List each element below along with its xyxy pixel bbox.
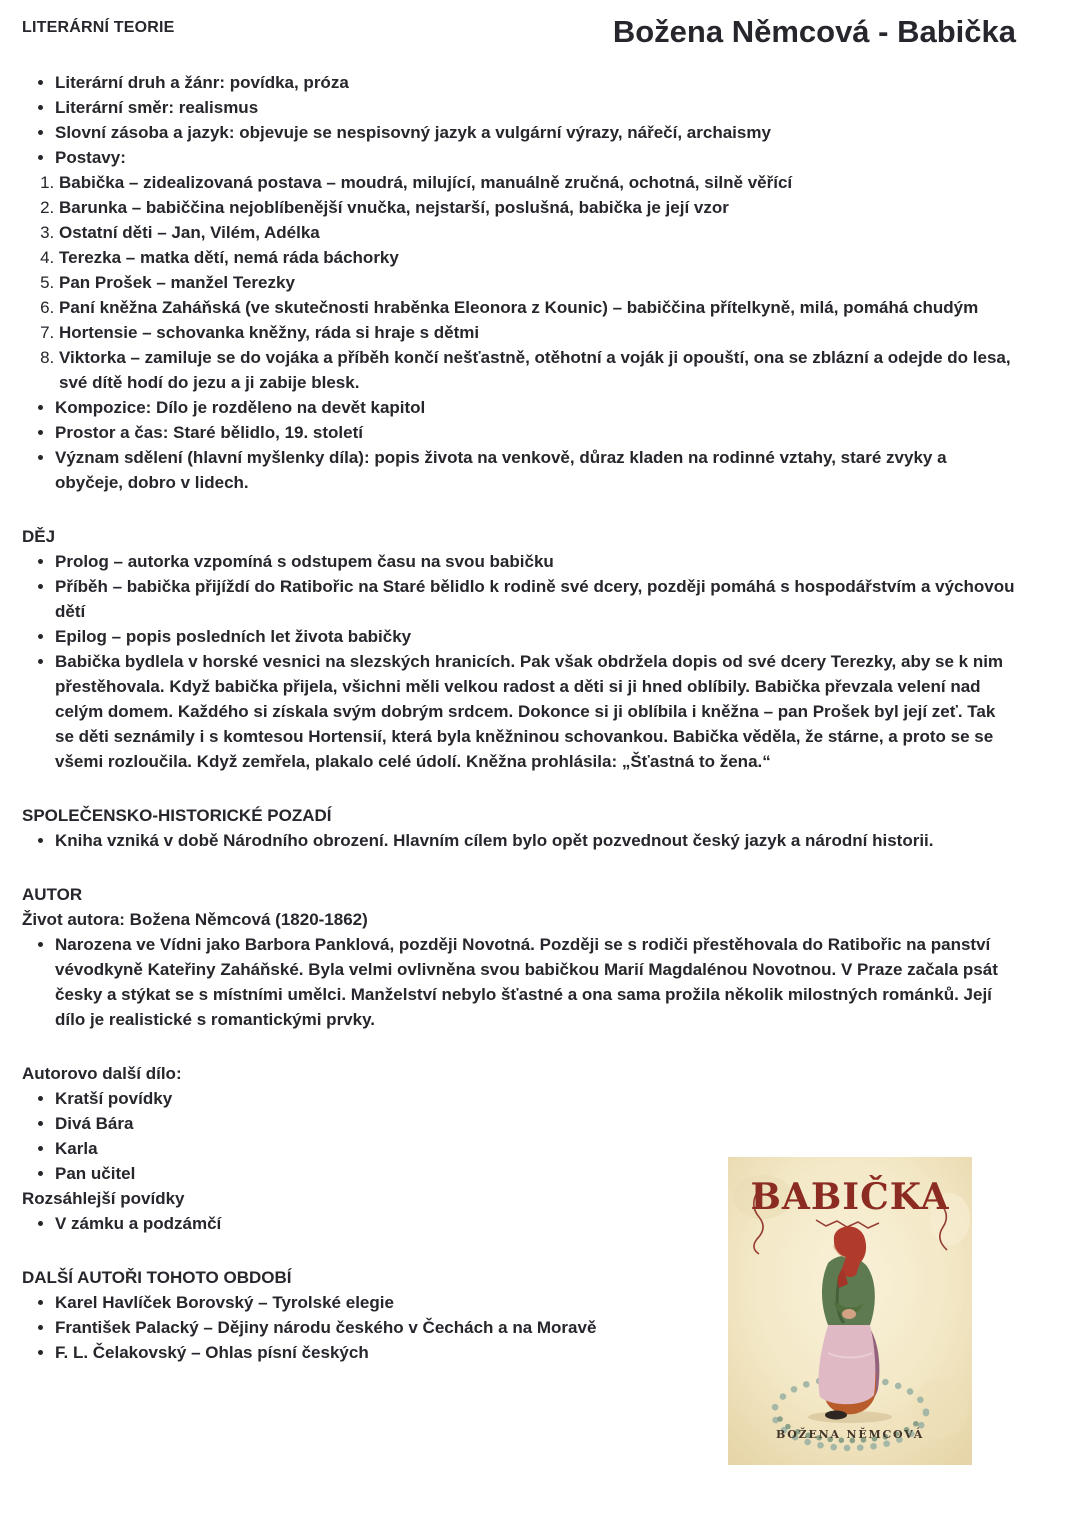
section-heading-pozadi: SPOLEČENSKO-HISTORICKÉ POZADÍ	[22, 805, 332, 825]
list-item: • V zámku a podzámčí	[55, 1211, 1016, 1236]
list-item: • Prolog – autorka vzpomíná s odstupem času na svou babičku	[55, 549, 1016, 574]
composition-bullet-list	[22, 395, 1016, 495]
list-item: • Kompozice: Dílo je rozděleno na devět kapitol	[55, 395, 1016, 420]
list-item: • Kratší povídky	[55, 1086, 1016, 1111]
list-item: • Slovní zásoba a jazyk: objevuje se nespisovný jazyk a vulgární výrazy, nářečí, archaismy	[55, 120, 1016, 145]
character-item: 5. Pan Prošek – manžel Terezky	[59, 270, 1016, 295]
list-item: • F. L. Čelakovský – Ohlas písní českých	[55, 1340, 1016, 1365]
list-item: • Karel Havlíček Borovský – Tyrolské elegie	[55, 1290, 1016, 1315]
list-item: • Prostor a čas: Staré bělidlo, 19. století	[55, 420, 1016, 445]
list-item: • Narozena ve Vídni jako Barbora Panklová, později Novotná. Později se s rodiči přestěhovala do Ratibořic na panství vévodkyně Kateřiny Zaháňské. Byla velmi ovlivněna svou babičkou Marií Magdalénou Novotnou. V Praze začala psát česky a stýkat se s místními umělci. Manželství nebylo šťastné a ona sama prožila několik milostných románků. Její dílo je realistické s romantickými prvky.	[55, 932, 1016, 1032]
list-item: • Divá Bára	[55, 1111, 1016, 1136]
list-item: • Příběh – babička přijíždí do Ratibořic na Staré bělidlo k rodině své dcery, později pomáhá s hospodářstvím a výchovou dětí	[55, 574, 1016, 624]
list-item: • Kniha vzniká v době Národního obrození. Hlavním cílem bylo opět pozvednout český jazyk a národní historii.	[55, 828, 1016, 853]
character-item: 6. Paní kněžna Zaháňská (ve skutečnosti hraběnka Eleonora z Kounic) – babiččina přítelkyně, milá, pomáhá chudým	[59, 295, 1016, 320]
section-heading-dej: DĚJ	[22, 526, 56, 546]
list-item: • Babička bydlela v horské vesnici na slezských hranicích. Pak však obdržela dopis od své dcery Terezky, aby se k nim přestěhovala. Když babička přijela, všichni měli velkou radost a děti si ji hned oblíbily. Babička převzala velení nad celým domem. Každého si získala svým dobrým srdcem. Dokonce si ji oblíbila i kněžna – pan Prošek byl její zeť. Tak se děti seznámily i s komtesou Hortensií, která byla kněžninou schovankou. Babička věděla, že stárne, a proto se se všemi rozloučila. Když zemřela, plakalo celé údolí. Kněžna prohlásila: „Šťastná to žena.“	[55, 649, 1016, 774]
characters-numbered-list	[22, 170, 1016, 395]
pozadi-bullet-list	[22, 828, 1016, 853]
other-works-heading: Autorovo další dílo:	[22, 1063, 182, 1083]
book-cover-author: BOŽENA NĚMCOVÁ	[775, 1428, 925, 1441]
list-item: • Význam sdělení (hlavní myšlenky díla): popis života na venkově, důraz kladen na rodinné vztahy, staré zvyky a obyčeje, dobro v lidech.	[55, 445, 1016, 495]
autor-bullet-list	[22, 932, 1016, 1032]
book-cover-title: BABIČKA	[750, 1176, 950, 1218]
list-item: • Pan učitel	[55, 1161, 1016, 1186]
dej-bullet-list	[22, 549, 1016, 774]
list-item: • Literární směr: realismus	[55, 95, 1016, 120]
intro-bullet-list	[22, 70, 1016, 170]
section-heading-autor: AUTOR	[22, 884, 83, 904]
book-cover-illustration	[728, 1157, 972, 1465]
document-category-label: LITERÁRNÍ TEORIE	[22, 19, 175, 36]
character-item: 1. Babička – zidealizovaná postava – moudrá, milující, manuálně zručná, ochotná, silně věřící	[59, 170, 1016, 195]
book-cover-image	[728, 1157, 972, 1465]
author-life-subheading: Život autora: Božena Němcová (1820-1862)	[22, 909, 368, 929]
longer-works-label: Rozsáhlejší povídky	[22, 1188, 185, 1208]
character-item: 2. Barunka – babiččina nejoblíbenější vnučka, nejstarší, poslušná, babička je její vzor	[59, 195, 1016, 220]
page-title: Božena Němcová - Babička	[612, 14, 1016, 49]
list-item: • František Palacký – Dějiny národu českého v Čechách a na Moravě	[55, 1315, 1016, 1340]
list-item: • Postavy:	[55, 145, 1016, 170]
section-heading-dalsi-autori: DALŠÍ AUTOŘI TOHOTO OBDOBÍ	[22, 1267, 292, 1287]
character-item: 8. Viktorka – zamiluje se do vojáka a příběh končí nešťastně, otěhotní a voják ji opouští, ona se zblázní a odejde do lesa, své dítě hodí do jezu a ji zabije blesk.	[59, 345, 1016, 395]
character-item: 4. Terezka – matka dětí, nemá ráda báchorky	[59, 245, 1016, 270]
document-header	[22, 14, 1016, 50]
list-item: • Epilog – popis posledních let života babičky	[55, 624, 1016, 649]
character-item: 7. Hortensie – schovanka kněžny, ráda si hraje s dětmi	[59, 320, 1016, 345]
list-item: • Literární druh a žánr: povídka, próza	[55, 70, 1016, 95]
list-item: • Karla	[55, 1136, 1016, 1161]
character-item: 3. Ostatní děti – Jan, Vilém, Adélka	[59, 220, 1016, 245]
